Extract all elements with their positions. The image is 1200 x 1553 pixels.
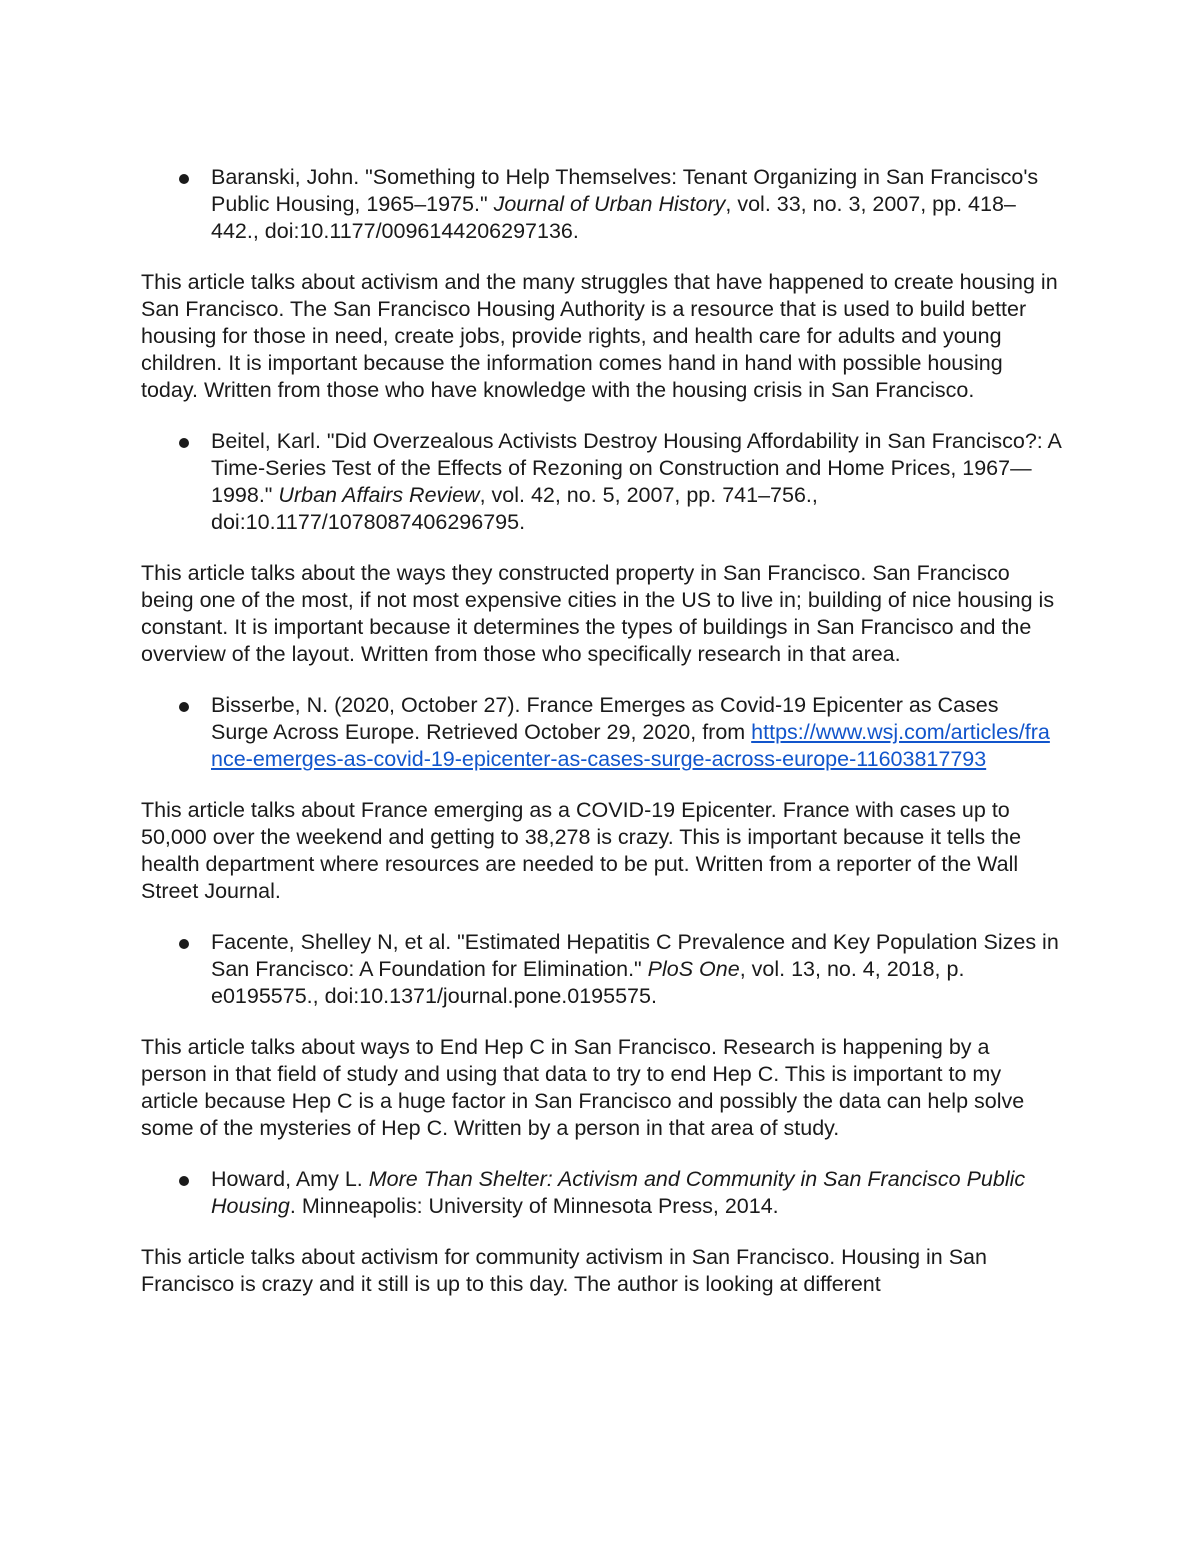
reference-summary: This article talks about France emerging as a COVID-19 Epicenter. France with cases up to 50,000 over the weekend and getting to 38,278 is crazy. This is important because it tells the health department where resources are needed to be put. Written from a reporter of the Wall Street Journal. [141,798,1022,903]
reference-entry [141,692,1061,773]
bullet-icon [179,939,189,949]
bullet-icon [179,174,189,184]
citation-details: , vol. 13, no. 4, 2018, p. e0195575., doi:10.1371/journal.pone.0195575. [211,957,965,1008]
citation-text: Facente, Shelley N, et al. "Estimated Hepatitis C Prevalence and Key Population Sizes in San Francisco: A Foundation for Elimination." [211,930,1059,981]
reference-summary: This article talks about ways to End Hep C in San Francisco. Research is happening by a person in that field of study and using that data to try to end Hep C. This is important to my article because Hep C is a huge factor in San Francisco and possibly the data can help solve some of the mysteries of Hep C. Written by a person in that area of study. [141,1035,1025,1140]
reference-summary: This article talks about the ways they constructed property in San Francisco. San Francisco being one of the most, if not most expensive cities in the US to live in; building of nice housing is constant. It is important because it determines the types of buildings in San Francisco and the overview of the layout. Written from those who specifically research in that area. [141,561,1055,666]
bullet-icon [179,438,189,448]
citation-text: Bisserbe, N. (2020, October 27). France Emerges as Covid-19 Epicenter as Cases Surge Across Europe. Retrieved October 29, 2020, from [211,693,999,744]
citation-journal: Urban Affairs Review [278,483,480,507]
citation-details: , vol. 33, no. 3, 2007, pp. 418–442., doi:10.1177/0096144206297136. [211,192,1016,243]
citation-text: Baranski, John. "Something to Help Themselves: Tenant Organizing in San Francisco's Public Housing, 1965–1975." [211,165,1039,216]
reference-entry [141,929,1061,1010]
reference-summary: This article talks about activism and the many struggles that have happened to create housing in San Francisco. The San Francisco Housing Authority is a resource that is used to build better housing for those in need, create jobs, provide rights, and health care for adults and young children. It is important because the information comes hand in hand with possible housing today. Written from those who have knowledge with the housing crisis in San Francisco. [141,270,1058,402]
reference-entry [141,428,1061,536]
citation-journal: Journal of Urban History [493,192,726,216]
bullet-icon [179,1176,189,1186]
citation-details: . Minneapolis: University of Minnesota Press, 2014. [289,1194,779,1218]
citation-text: Howard, Amy L. [211,1167,369,1191]
article-link[interactable]: https://www.wsj.com/articles/france-emerges-as-covid-19-epicenter-as-cases-surge-across-europe-11603817793 [211,720,1050,771]
citation-journal: PloS One [647,957,740,981]
bullet-icon [179,702,189,712]
document-page [141,164,1061,1322]
reference-entry [141,164,1061,245]
citation-details: , vol. 42, no. 5, 2007, pp. 741–756., doi:10.1177/1078087406296795. [211,483,818,534]
citation-book-title: More Than Shelter: Activism and Community in San Francisco Public Housing [211,1167,1026,1218]
reference-summary: This article talks about activism for community activism in San Francisco. Housing in San Francisco is crazy and it still is up to this day. The author is looking at different [141,1245,987,1296]
reference-entry [141,1166,1061,1220]
citation-text: Beitel, Karl. "Did Overzealous Activists Destroy Housing Affordability in San Francisco?: A Time-Series Test of the Effects of Rezoning on Construction and Home Prices, 1967—1998." [211,429,1061,507]
